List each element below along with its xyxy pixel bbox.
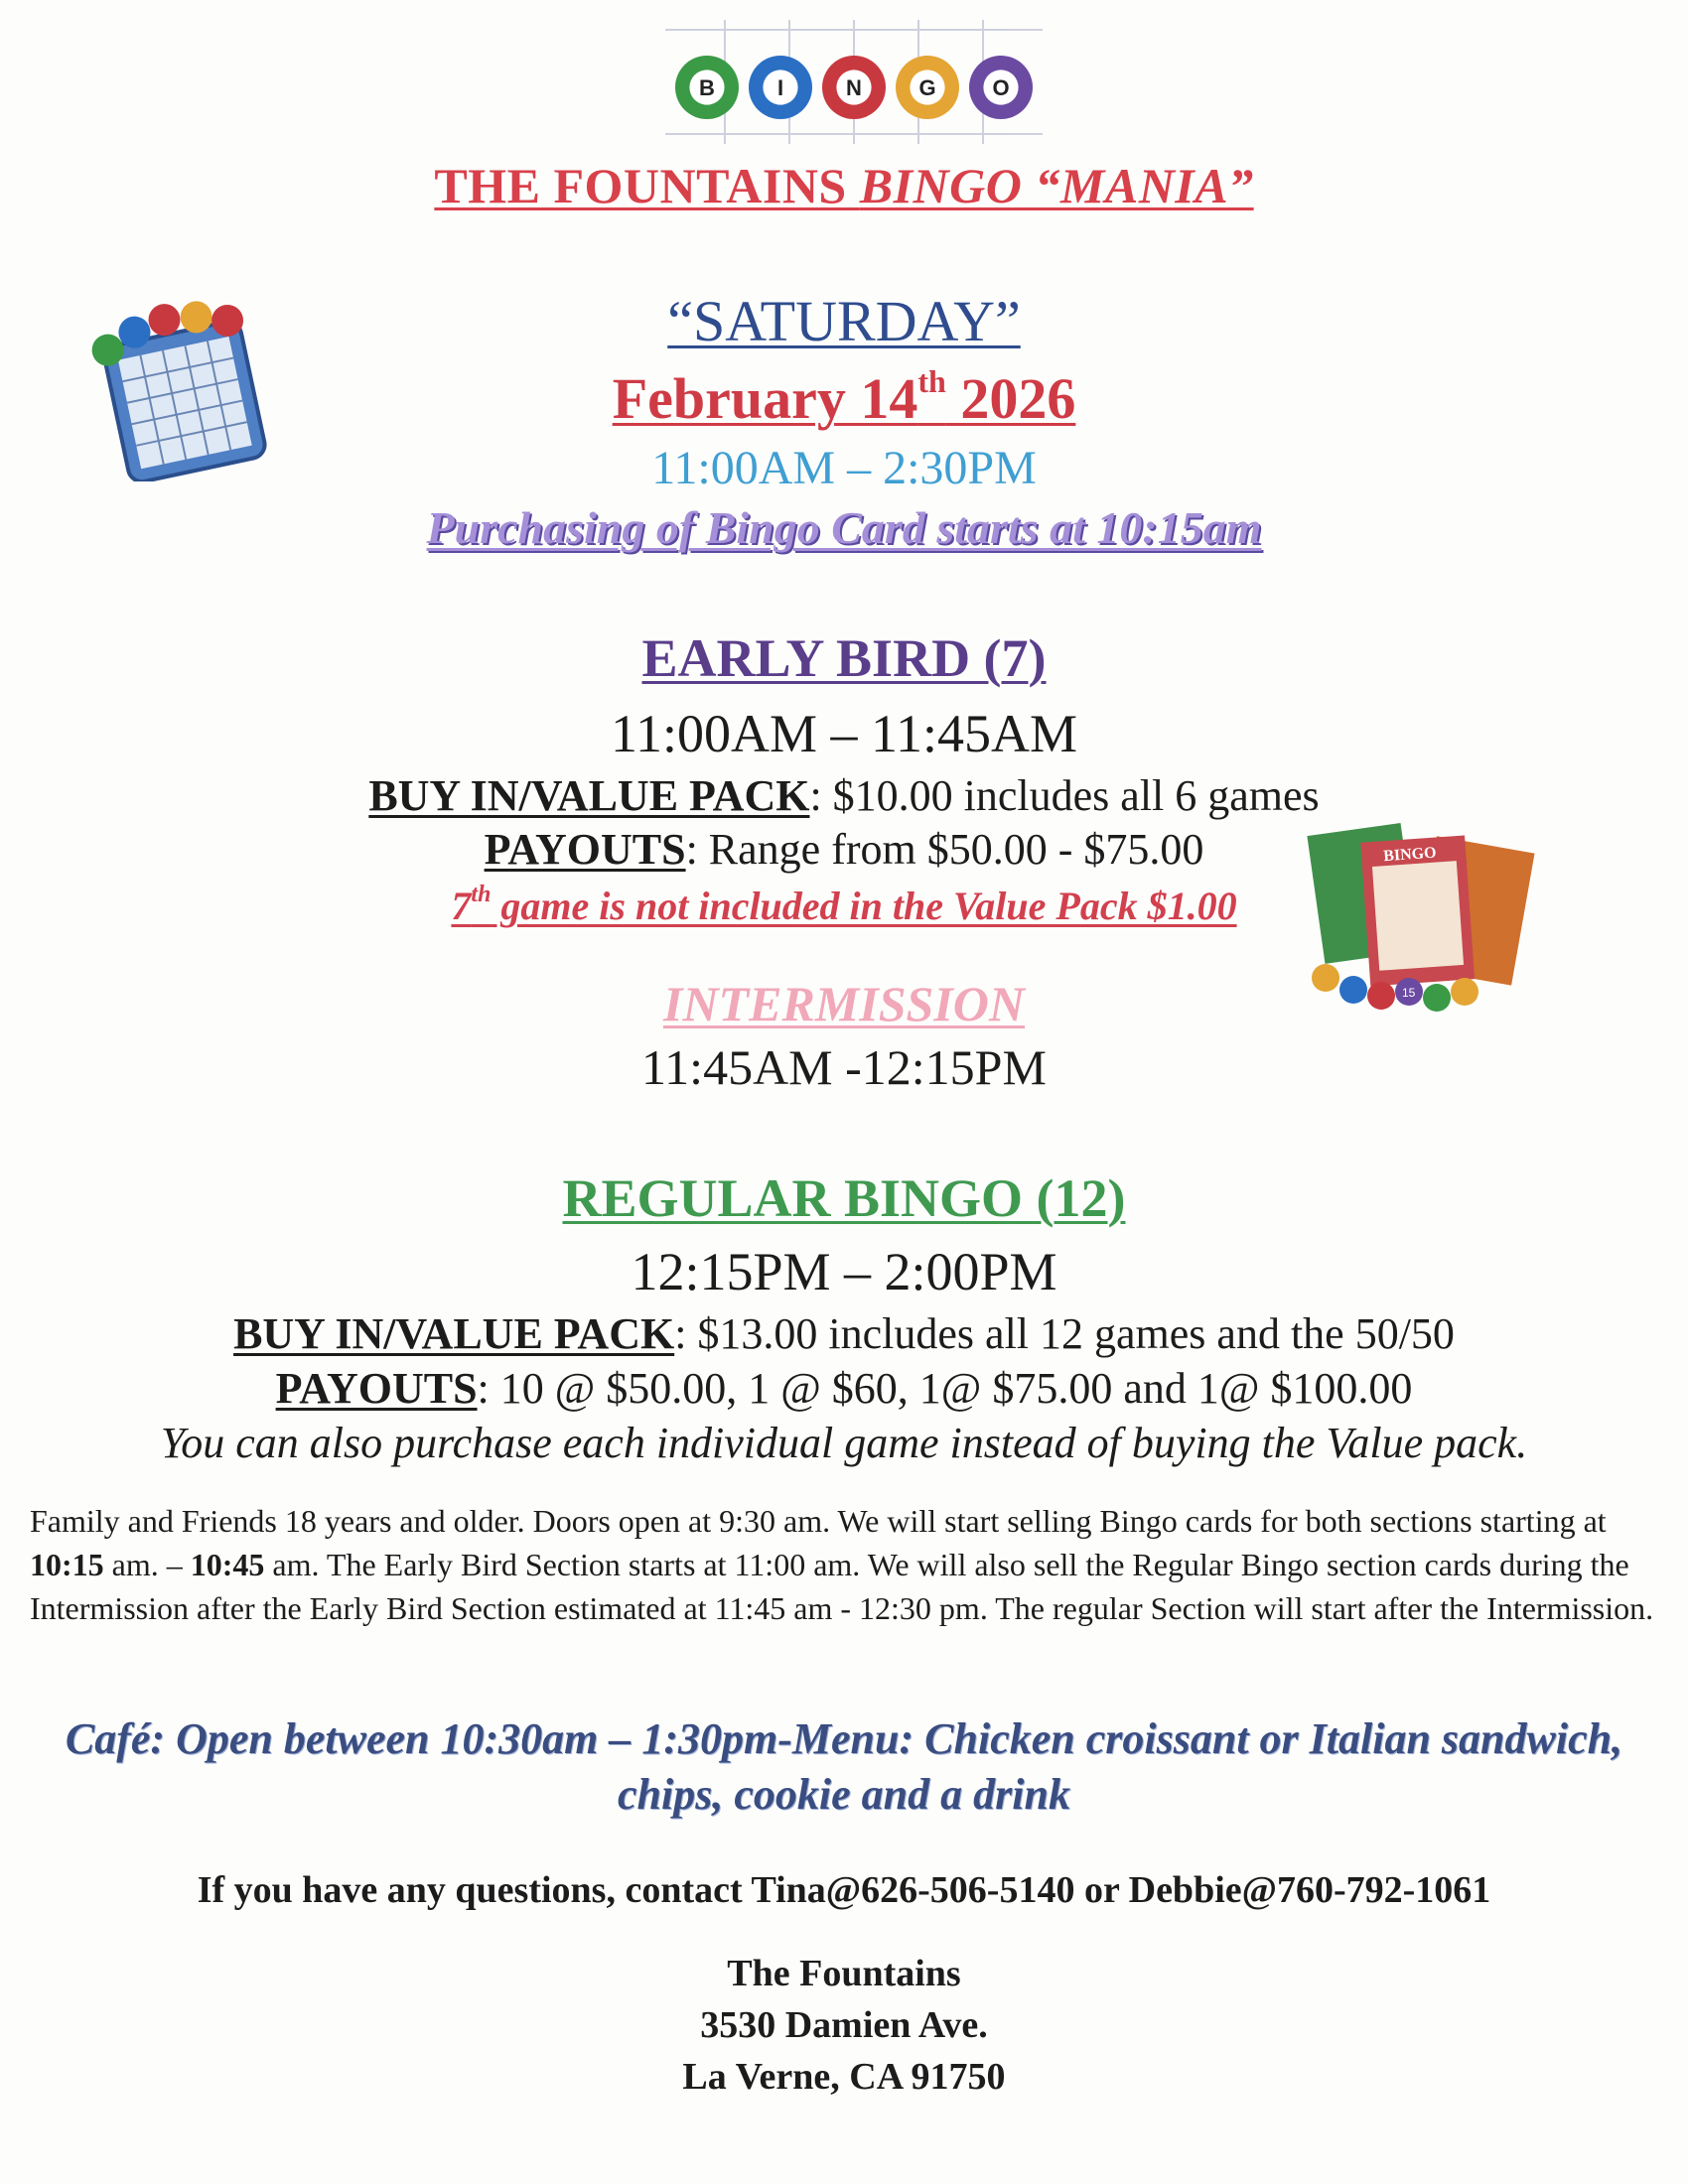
regular-bingo-note: You can also purchase each individual game instead of buying the Value pack. — [160, 1419, 1528, 1467]
event-date: February 14th 2026 — [612, 363, 1076, 431]
regular-bingo-buy-in: BUY IN/VALUE PACK: $13.00 includes all 12 games and the 50/50 — [233, 1309, 1455, 1358]
venue-city: La Verne, CA 91750 — [682, 2056, 1006, 2098]
early-bird-note: 7th game is not included in the Value Pack $1.00 — [451, 882, 1237, 928]
purchase-note: Purchasing of Bingo Card starts at 10:15am — [426, 502, 1262, 553]
event-title: THE FOUNTAINS BINGO “MANIA” — [434, 158, 1254, 213]
bingo-ball-letter: I — [776, 75, 784, 100]
early-bird-heading: EARLY BIRD (7) — [641, 628, 1047, 688]
regular-bingo-payouts: PAYOUTS: 10 @ $50.00, 1 @ $60, 1@ $75.00 and 1@ $100.00 — [275, 1364, 1413, 1413]
right-ball-number: 15 — [1402, 986, 1416, 1000]
regular-bingo-heading: REGULAR BINGO (12) — [562, 1168, 1126, 1228]
bingo-banner-image — [665, 20, 1043, 144]
venue-street: 3530 Damien Ave. — [700, 2004, 988, 2046]
bingo-ball-g — [896, 56, 959, 119]
bingo-ball-b — [675, 56, 739, 119]
general-info-paragraph: Family and Friends 18 years and older. Doors open at 9:30 am. We will start selling Bingo cards for both sections starting at 10:15 am. – 10:45 am. The Early Bird Section starts at 11:00 am. We will also sell the Regular Bingo section cards during the Intermission after the Early Bird Section estimated at 11:45 am - 12:30 pm. The regular Section will start after the Intermission. — [30, 1503, 1654, 1626]
early-bird-payouts: PAYOUTS: Range from $50.00 - $75.00 — [484, 825, 1204, 874]
bingo-ball-letter: B — [699, 75, 715, 100]
right-card-label: BINGO — [1382, 844, 1438, 866]
contact-info: If you have any questions, contact Tina@626-506-5140 or Debbie@760-792-1061 — [197, 1869, 1491, 1911]
early-bird-buy-in: BUY IN/VALUE PACK: $10.00 includes all 6 games — [368, 771, 1320, 820]
early-bird-time: 11:00AM – 11:45AM — [610, 704, 1078, 763]
address-block — [0, 1948, 1688, 2103]
bingo-ball-i — [749, 56, 812, 119]
bingo-ball-letter: O — [992, 75, 1010, 100]
regular-bingo-time: 12:15PM – 2:00PM — [631, 1242, 1057, 1301]
cafe-info: Café: Open between 10:30am – 1:30pm-Menu: Chicken croissant or Italian sandwich, chips, cookie and a drink — [65, 1714, 1623, 1819]
bingo-ball-letter: N — [846, 75, 862, 100]
intermission-time: 11:45AM -12:15PM — [641, 1039, 1047, 1095]
event-day: “SATURDAY” — [667, 289, 1021, 353]
bingo-ball-o — [969, 56, 1033, 119]
event-time: 11:00AM – 2:30PM — [651, 442, 1037, 494]
intermission-heading: INTERMISSION — [662, 976, 1025, 1031]
bingo-ball-letter: G — [918, 75, 936, 100]
bingo-ball-n — [822, 56, 886, 119]
venue-name: The Fountains — [727, 1953, 961, 1994]
